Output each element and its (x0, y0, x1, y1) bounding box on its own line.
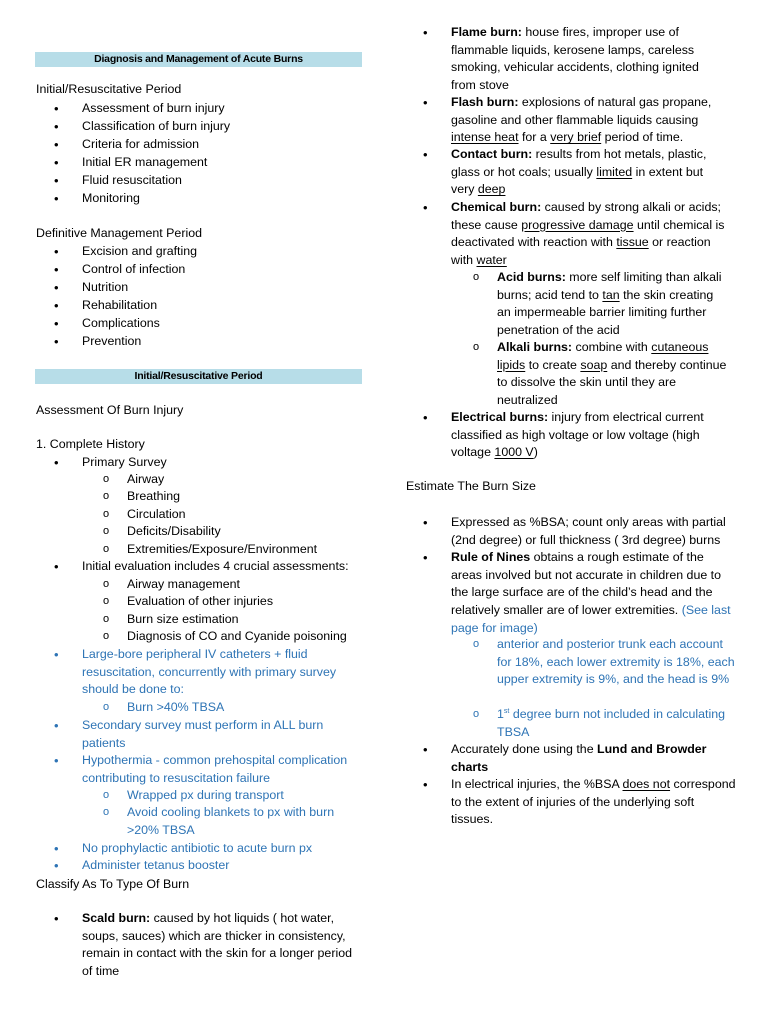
list-item: • In electrical injuries, the %BSA does not correspond to the extent of injuries of the underlying soft tissues. (451, 776, 736, 829)
list-item: • Hypothermia - common prehospital complication contributing to resuscitation failure (82, 752, 367, 787)
definitive-period-title: Definitive Management Period (36, 226, 202, 240)
assessment-title: Assessment Of Burn Injury (36, 403, 184, 417)
list-item: o Acid burns: more self limiting than alkali burns; acid tend to tan the skin creating an impermeable barrier limiting further penetration of the acid (497, 269, 727, 340)
list-item: • No prophylactic antibiotic to acute burn px (82, 840, 312, 858)
list-item: o Airway management (127, 576, 240, 594)
list-item: • Excision and grafting (82, 243, 197, 261)
list-item: • Initial evaluation includes 4 crucial assessments: (82, 558, 349, 576)
list-item: o Wrapped px during transport (127, 787, 284, 805)
list-item: • Rehabilitation (82, 297, 157, 315)
estimate-title: Estimate The Burn Size (406, 479, 536, 493)
initial-period-title: Initial/Resuscitative Period (36, 82, 182, 96)
list-item: • Large-bore peripheral IV catheters + fluid resuscitation, concurrently with primary survey should be done to: (82, 646, 357, 699)
list-item: • Classification of burn injury (82, 118, 230, 136)
list-item: o Burn size estimation (127, 611, 239, 629)
list-item: • Administer tetanus booster (82, 857, 229, 875)
list-item: • Complications (82, 315, 160, 333)
list-item: • Control of infection (82, 261, 185, 279)
section-banner-diagnosis: Diagnosis and Management of Acute Burns (35, 52, 362, 67)
list-item: • Assessment of burn injury (82, 100, 225, 118)
list-item: o Evaluation of other injuries (127, 593, 273, 611)
list-item: • Flash burn: explosions of natural gas propane, gasoline and other flammable liquids causing intense heat for a very brief period of time. (451, 94, 721, 147)
list-item: • Initial ER management (82, 154, 207, 172)
list-item: • Secondary survey must perform in ALL burn patients (82, 717, 352, 752)
list-item: • Rule of Nines obtains a rough estimate of the areas involved but not accurate in children due to the large surface are of the child’s head and the relatively smaller are of lower extremities. (See last page for image) (451, 549, 736, 638)
list-item: • Electrical burns: injury from electrical current classified as high voltage or low voltage (high voltage 1000 V) (451, 409, 721, 462)
history-title: 1. Complete History (36, 437, 145, 451)
list-item: • Nutrition (82, 279, 128, 297)
list-item: o Extremities/Exposure/Environment (127, 541, 317, 559)
list-item: • Flame burn: house fires, improper use of flammable liquids, kerosene lamps, careless smoking, vehicular accidents, clothing ignited from stove (451, 24, 716, 95)
list-item: o anterior and posterior trunk each account for 18%, each lower extremity is 18%, each upper extremity is 9%, and the head is 9% (497, 636, 737, 689)
list-item: o 1st degree burn not included in calculating TBSA (497, 706, 727, 741)
list-item: • Criteria for admission (82, 136, 199, 154)
list-item: • Scald burn: caused by hot liquids ( hot water, soups, sauces) which are thicker in consistency, remain in contact with the skin for a longer period of time (82, 910, 357, 981)
list-item: o Breathing (127, 488, 180, 506)
classify-title: Classify As To Type Of Burn (36, 877, 190, 891)
list-item: • Accurately done using the Lund and Browder charts (451, 741, 736, 776)
list-item: • Primary Survey (82, 454, 167, 472)
list-item: o Deficits/Disability (127, 523, 221, 541)
list-item: o Airway (127, 471, 164, 489)
list-item: • Chemical burn: caused by strong alkali or acids; these cause progressive damage until chemical is deactivated with reaction with tissue or reaction with water (451, 199, 731, 270)
list-item: • Contact burn: results from hot metals, plastic, glass or hot coals; usually limited in extent but very deep (451, 146, 721, 199)
list-item: o Circulation (127, 506, 186, 524)
list-item: o Diagnosis of CO and Cyanide poisoning (127, 628, 347, 646)
list-item: • Prevention (82, 333, 141, 351)
list-item: o Burn >40% TBSA (127, 699, 224, 717)
list-item: o Avoid cooling blankets to px with burn >20% TBSA (127, 804, 352, 839)
list-item: • Fluid resuscitation (82, 172, 182, 190)
list-item: • Monitoring (82, 190, 140, 208)
list-item: o Alkali burns: combine with cutaneous lipids to create soap and thereby continue to dissolve the skin until they are neutralized (497, 339, 727, 410)
list-item: • Expressed as %BSA; count only areas with partial (2nd degree) or full thickness ( 3rd degree) burns (451, 514, 736, 549)
section-banner-initial: Initial/Resuscitative Period (35, 369, 362, 384)
